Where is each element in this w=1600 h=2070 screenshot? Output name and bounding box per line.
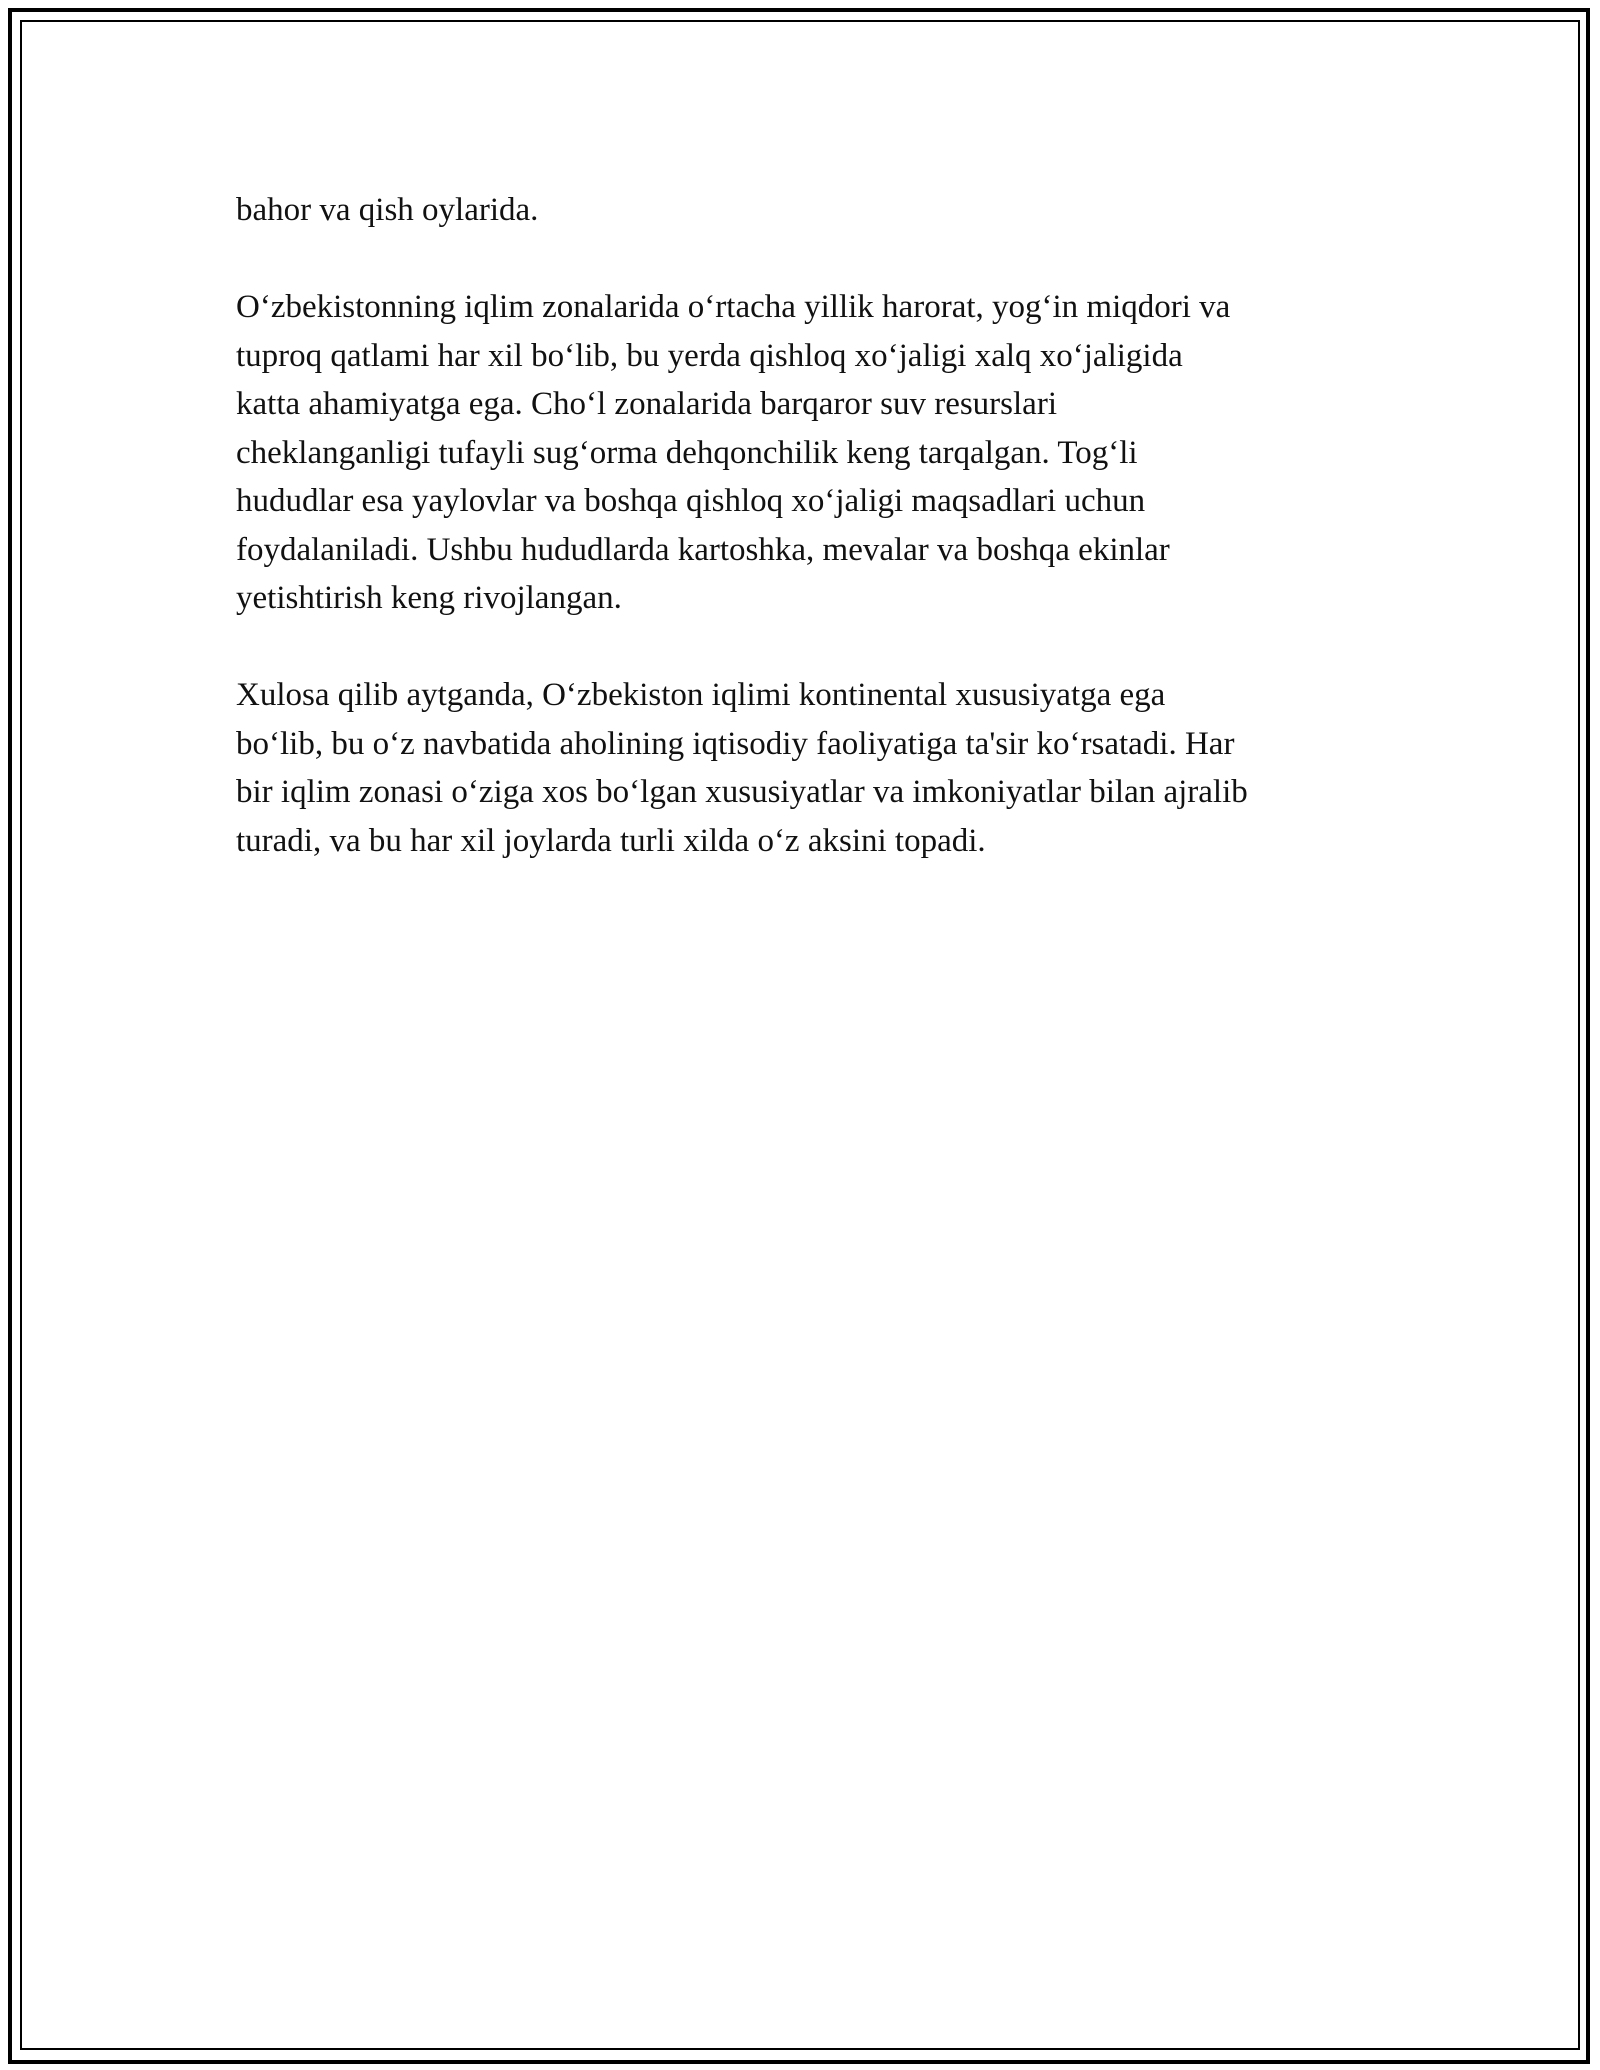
text-line: turadi, va bu har xil joylarda turli xilda o‘z aksini topadi. <box>236 822 986 859</box>
text-line: Xulosa qilib aytganda, O‘zbekiston iqlimi kontinental xususiyatga ega <box>236 677 1166 713</box>
text-line: O‘zbekistonning iqlim zonalarida o‘rtacha yillik harorat, yog‘in miqdori va <box>236 289 1231 325</box>
text-line: tuproq qatlami har xil bo‘lib, bu yerda qishloq xo‘jaligi xalq xo‘jaligida <box>236 337 1183 374</box>
text-line: foydalaniladi. Ushbu hududlarda kartoshka, mevalar va boshqa ekinlar <box>236 531 1170 568</box>
paragraph-3 <box>236 671 1366 865</box>
text-line: bahor va qish oylarida. <box>236 192 539 228</box>
text-line: cheklanganligi tufayli sug‘orma dehqonchilik keng tarqalgan. Tog‘li <box>236 434 1138 471</box>
paragraph-2 <box>236 283 1366 623</box>
document-body <box>236 186 1366 914</box>
text-line: katta ahamiyatga ega. Cho‘l zonalarida barqaror suv resurslari <box>236 386 1057 422</box>
paragraph-1 <box>236 186 1366 235</box>
text-line: yetishtirish keng rivojlangan. <box>236 580 622 616</box>
text-line: hududlar esa yaylovlar va boshqa qishloq xo‘jaligi maqsadlari uchun <box>236 483 1146 519</box>
text-line: bo‘lib, bu o‘z navbatida aholining iqtisodiy faoliyatiga ta'sir ko‘rsatadi. Har <box>236 725 1235 762</box>
text-line: bir iqlim zonasi o‘ziga xos bo‘lgan xususiyatlar va imkoniyatlar bilan ajralib <box>236 774 1248 810</box>
